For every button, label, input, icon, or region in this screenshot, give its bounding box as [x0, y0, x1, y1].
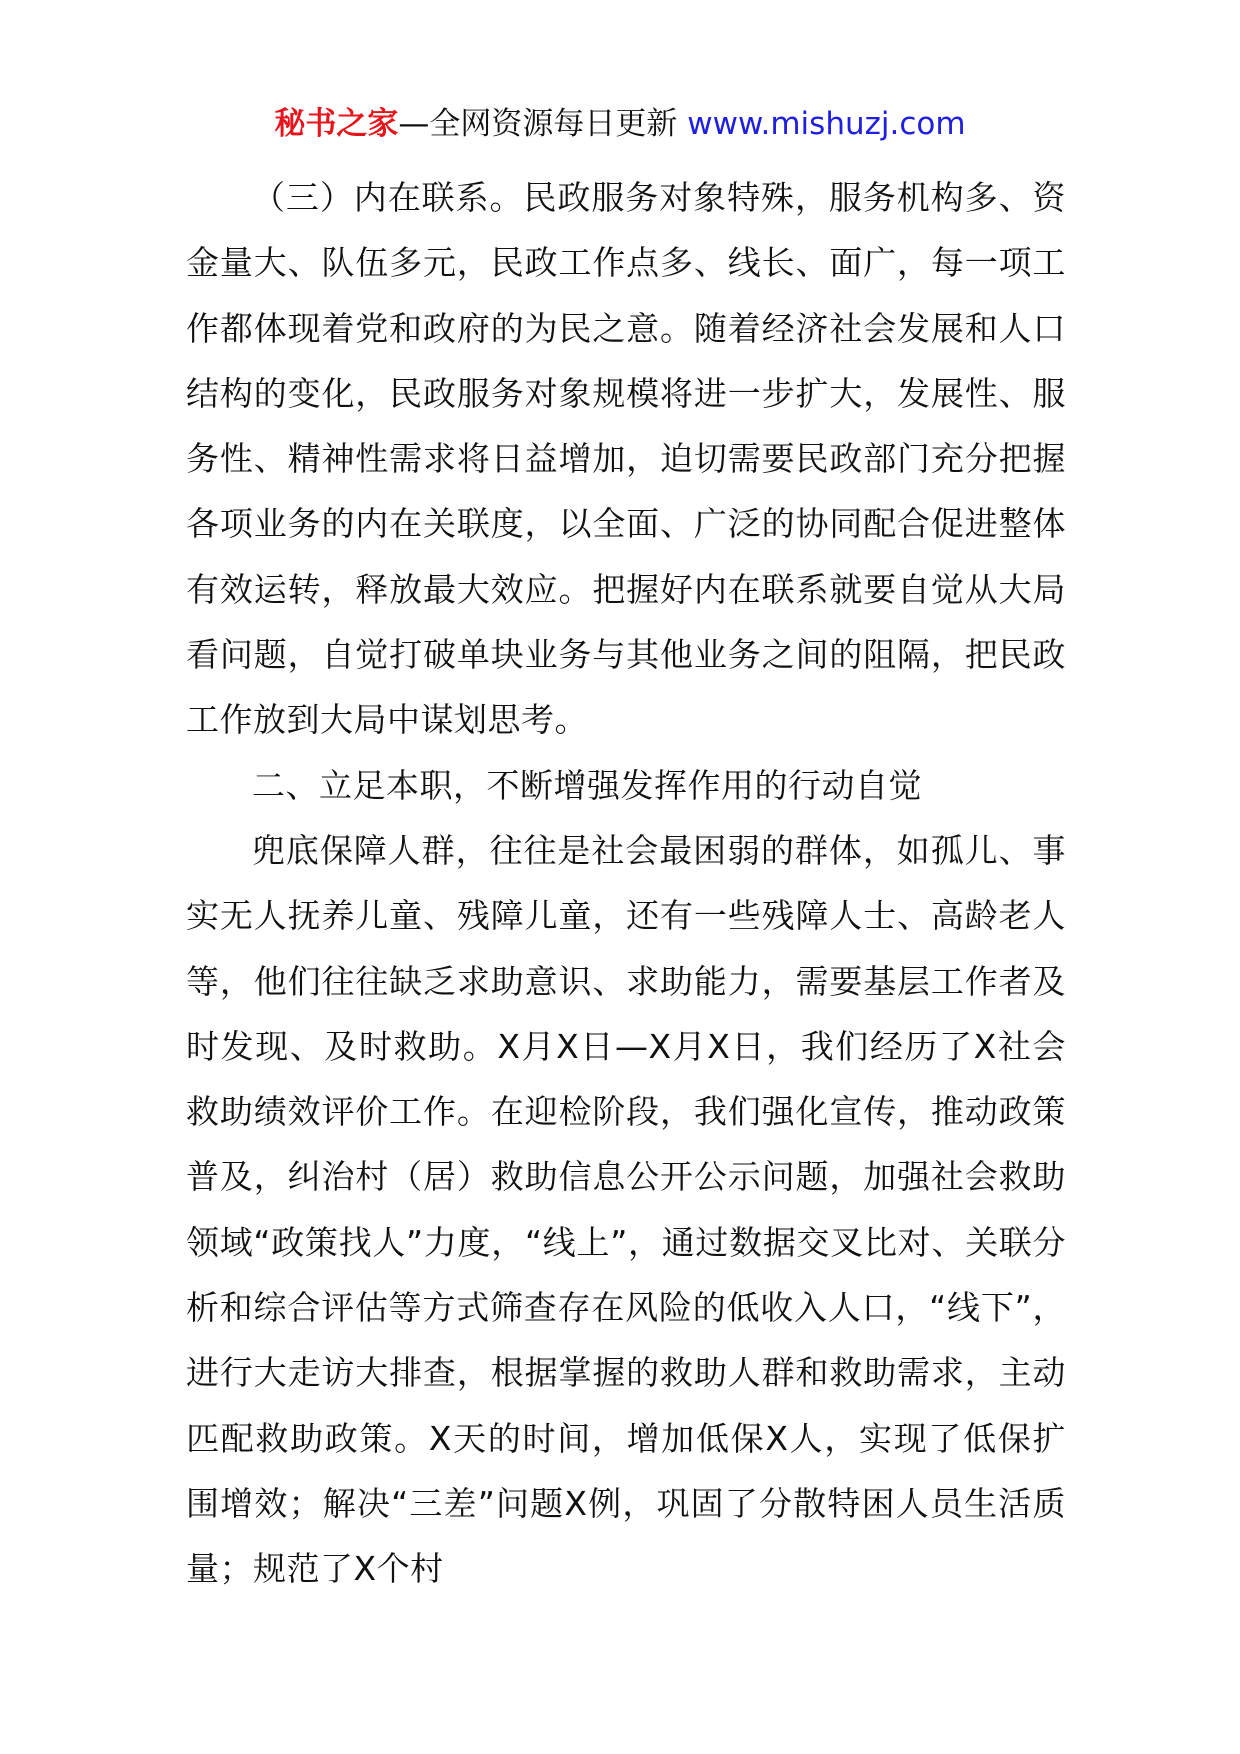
- site-header: [0, 104, 1240, 144]
- brand-name: 秘书之家: [274, 106, 399, 142]
- site-url-link[interactable]: www.mishuzj.com: [687, 106, 966, 142]
- paragraph-internal-relations: （三）内在联系。民政服务对象特殊，服务机构多、资金量大、队伍多元，民政工作点多、线长、面广，每一项工作都体现着党和政府的为民之意。随着经济社会发展和人口结构的变化，民政服务对象规模将进一步扩大，发展性、服务性、精神性需求将日益增加，迫切需要民政部门充分把握各项业务的内在关联度，以全面、广泛的协同配合促进整体有效运转，释放最大效应。把握好内在联系就要自觉从大局看问题，自觉打破单块业务与其他业务之间的阻隔，把民政工作放到大局中谋划思考。: [186, 178, 1066, 740]
- paragraph-safety-net: 兜底保障人群，往往是社会最困弱的群体，如孤儿、事实无人抚养儿童、残障儿童，还有一些残障人士、高龄老人等，他们往往缺乏求助意识、求助能力，需要基层工作者及时发现、及时救助。X月X日—X月X日，我们经历了X社会救助绩效评价工作。在迎检阶段，我们强化宣传，推动政策普及，纠治村（居）救助信息公开公示问题，加强社会救助领域“政策找人”力度，“线上”，通过数据交叉比对、关联分析和综合评估等方式筛查存在风险的低收入人口，“线下”，进行大走访大排查，根据掌握的救助人群和救助需求，主动匹配救助政策。X天的时间，增加低保X人，实现了低保扩围增效；解决“三差”问题X例，巩固了分散特困人员生活质量；规范了X个村: [186, 830, 1066, 1589]
- document-body: [186, 165, 1066, 1602]
- header-slogan: —全网资源每日更新: [398, 106, 678, 142]
- section-heading: 二、立足本职，不断增强发挥作用的行动自觉: [252, 765, 922, 805]
